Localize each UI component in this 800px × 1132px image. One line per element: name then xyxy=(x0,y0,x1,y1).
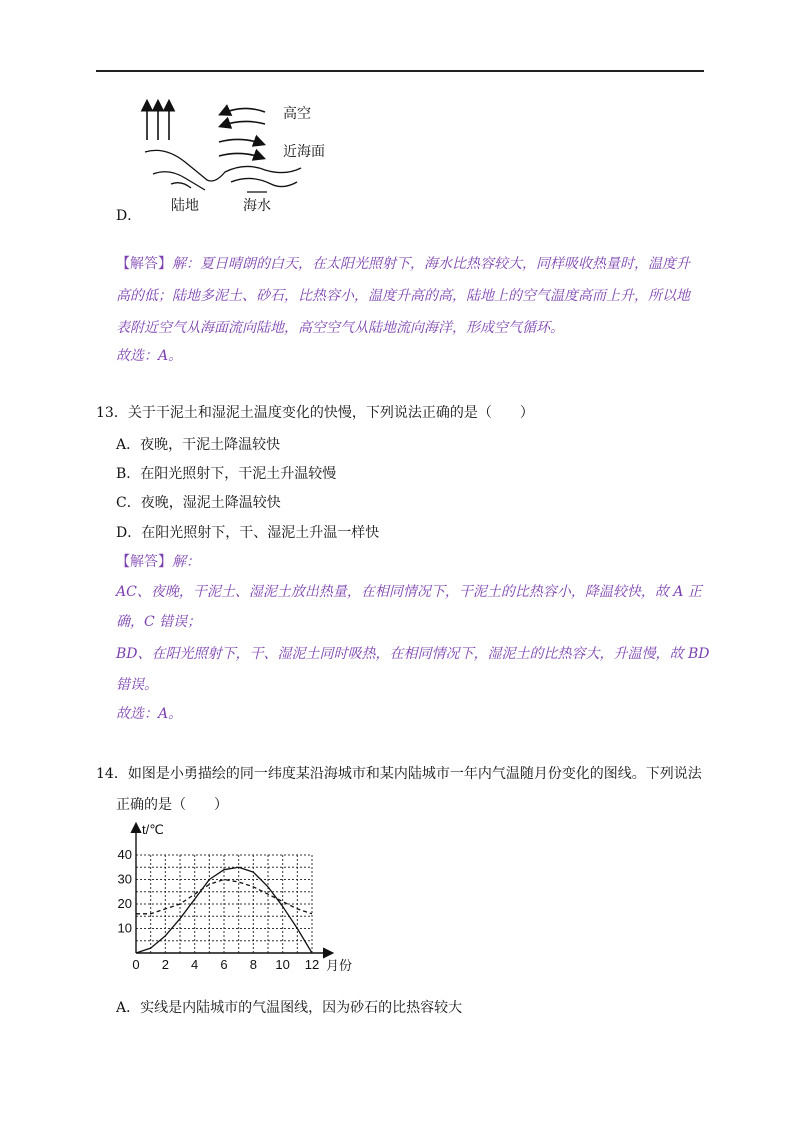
x-tick-label: 6 xyxy=(220,957,228,972)
q13-answer-line-3: BD、在阳光照射下，干、湿泥土同时吸热，在相同情况下，湿泥土的比热容大，升温慢，故 BD xyxy=(116,646,710,662)
label-land: 陆地 xyxy=(171,197,199,213)
x-tick-label: 10 xyxy=(275,957,290,972)
label-near-sea: 近海面 xyxy=(283,143,325,159)
q13-answer-line-4: 错误。 xyxy=(116,677,158,693)
q13-answer-line-1: AC、夜晚，干泥土、湿泥土放出热量，在相同情况下，干泥土的比热容小，降温较快，故 A 正 xyxy=(116,584,702,600)
x-tick-label: 12 xyxy=(304,957,320,972)
rising-air-arrows xyxy=(147,102,169,140)
q14-option-a: A．实线是内陆城市的气温图线，因为砂石的比热容较大 xyxy=(116,1000,463,1016)
x-tick-label: 8 xyxy=(249,957,257,972)
x-axis-label: 月份 xyxy=(326,958,353,973)
q14-stem-line-1: 14．如图是小勇描绘的同一纬度某沿海城市和某内陆城市一年内气温随月份变化的图线。下列说法 xyxy=(96,766,702,782)
q13-answer-intro: 解： xyxy=(172,554,200,570)
q12-answer-line-2: 高的低；陆地多泥土、砂石，比热容小，温度升高的高，陆地上的空气温度高而上升，所以地 xyxy=(116,288,690,304)
header-rule xyxy=(96,70,704,72)
q13-answer-line-2: 确，C 错误； xyxy=(116,614,202,630)
surface-lines xyxy=(145,150,301,192)
q13-option-b: B．在阳光照射下，干泥土升温较慢 xyxy=(116,466,337,482)
y-tick-label: 10 xyxy=(117,920,132,936)
q12-answer-tag: 【解答】 xyxy=(116,256,172,272)
y-axis-label: t/℃ xyxy=(142,822,164,837)
q13-option-d: D．在阳光照射下，干、湿泥土升温一样快 xyxy=(116,525,380,541)
q13-option-c: C．夜晚，湿泥土降温较快 xyxy=(116,495,281,511)
y-tick-label: 30 xyxy=(117,871,132,887)
x-tick-label: 0 xyxy=(132,957,140,972)
x-tick-label: 2 xyxy=(161,957,169,972)
q13-option-a: A．夜晚，干泥土降温较快 xyxy=(116,437,281,453)
x-tick-label: 4 xyxy=(191,957,199,972)
q12-answer-choice: 故选：A。 xyxy=(116,348,183,364)
q12-answer-line-1 xyxy=(116,255,690,273)
q12-answer-line-3: 表附近空气从海面流向陆地，高空空气从陆地流向海洋，形成空气循环。 xyxy=(116,320,564,336)
high-altitude-arrows xyxy=(221,108,265,126)
q12-answer-text-1: 解：夏日晴朗的白天，在太阳光照射下，海水比热容较大，同样吸收热量时，温度升 xyxy=(172,256,690,272)
y-tick-label: 20 xyxy=(117,896,132,911)
label-high-altitude: 高空 xyxy=(283,105,311,121)
near-sea-arrows xyxy=(219,139,263,158)
q13-answer-choice: 故选：A。 xyxy=(116,706,183,722)
sea-breeze-diagram xyxy=(135,92,345,216)
q13-stem: 13．关于干泥土和湿泥土温度变化的快慢，下列说法正确的是（ ） xyxy=(96,405,534,421)
y-tick-label: 40 xyxy=(117,847,132,862)
temperature-chart xyxy=(110,820,370,980)
q13-answer-head xyxy=(116,553,200,571)
q12-option-d-label: D． xyxy=(116,208,142,224)
q14-stem-line-2: 正确的是（ ） xyxy=(116,797,228,813)
label-sea-water: 海水 xyxy=(243,197,271,213)
q13-answer-tag: 【解答】 xyxy=(116,554,172,570)
